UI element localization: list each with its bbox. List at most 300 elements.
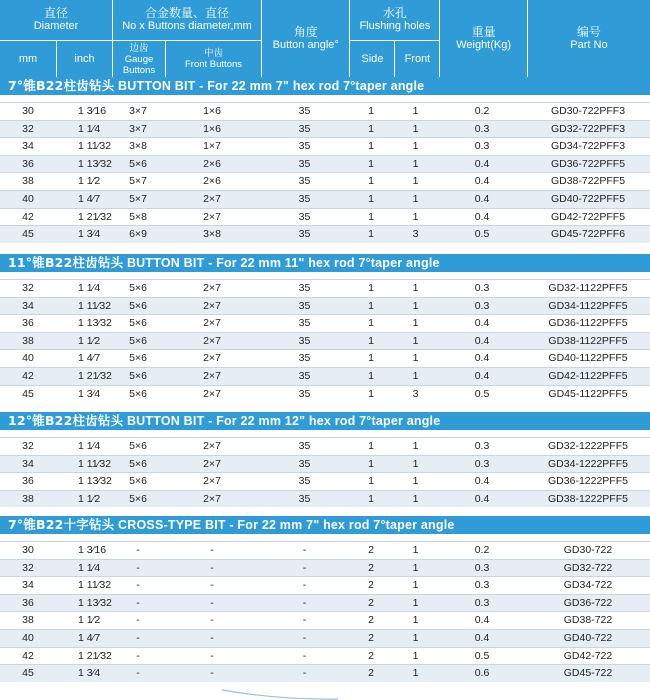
front-header: Front bbox=[394, 40, 439, 77]
cell-mm: 40 bbox=[22, 352, 34, 365]
diameter-header bbox=[0, 0, 112, 40]
cell-side-holes: 2 bbox=[368, 596, 374, 609]
cell-mm: 38 bbox=[22, 492, 34, 505]
cell-gauge-buttons: 5×6 bbox=[129, 157, 147, 170]
table-row bbox=[0, 385, 650, 403]
cell-angle: 35 bbox=[298, 105, 311, 117]
cell-gauge-buttons: - bbox=[136, 632, 140, 644]
cell-angle: 35 bbox=[298, 157, 311, 170]
cell-part-no: GD36-1222PFF5 bbox=[548, 475, 628, 488]
cell-mm: 36 bbox=[22, 317, 34, 330]
cell-gauge-buttons: 3×7 bbox=[129, 105, 147, 117]
section-title-zh: 7°锥B22柱齿钻头 bbox=[8, 78, 115, 93]
cell-gauge-buttons: 5×6 bbox=[129, 282, 147, 294]
section-spacer bbox=[0, 430, 650, 436]
cell-front-buttons: 3×8 bbox=[203, 228, 221, 241]
cell-inch: 1 1⁄4 bbox=[78, 440, 101, 452]
cell-inch: 1 11⁄32 bbox=[78, 457, 112, 470]
cell-weight: 0.4 bbox=[474, 492, 490, 505]
cell-gauge-buttons: 6×9 bbox=[129, 228, 147, 241]
cell-gauge-buttons: 3×7 bbox=[129, 122, 147, 135]
cell-weight: 0.3 bbox=[474, 282, 490, 294]
cell-angle: - bbox=[302, 667, 307, 680]
cell-side-holes: 1 bbox=[368, 282, 374, 294]
cell-side-holes: 1 bbox=[368, 475, 374, 488]
cell-angle: - bbox=[302, 544, 307, 556]
cell-front-holes: 1 bbox=[412, 632, 419, 644]
section-title bbox=[0, 516, 650, 534]
cell-front-buttons: 2×7 bbox=[203, 370, 221, 382]
cell-weight: 0.4 bbox=[474, 632, 490, 644]
cell-front-buttons: 2×7 bbox=[203, 299, 221, 312]
cell-mm: 34 bbox=[22, 579, 34, 592]
cell-angle: 35 bbox=[298, 370, 311, 382]
table-row bbox=[0, 541, 650, 559]
part-en: Part No bbox=[570, 38, 608, 51]
buttons-header bbox=[113, 0, 261, 40]
cell-weight: 0.3 bbox=[474, 579, 490, 592]
cell-angle: 35 bbox=[298, 228, 311, 241]
cell-inch: 1 13⁄32 bbox=[78, 157, 112, 170]
cell-part-no: GD38-1222PFF5 bbox=[548, 492, 628, 505]
part-zh: 编号 bbox=[576, 24, 601, 39]
side-header: Side bbox=[350, 40, 394, 77]
weight-header bbox=[439, 0, 526, 77]
cell-inch: 1 21⁄32 bbox=[78, 370, 112, 382]
cell-front-holes: 1 bbox=[412, 282, 419, 294]
cell-weight: 0.3 bbox=[474, 561, 490, 574]
cell-front-holes: 1 bbox=[412, 317, 419, 330]
cell-front-holes: 1 bbox=[412, 210, 419, 223]
cell-gauge-buttons: 5×6 bbox=[129, 440, 147, 452]
diameter-zh: 直径 bbox=[43, 6, 68, 20]
cell-weight: 0.3 bbox=[474, 440, 490, 452]
table-row bbox=[0, 437, 650, 455]
cell-gauge-buttons: - bbox=[136, 596, 140, 609]
cell-front-buttons: 2×7 bbox=[203, 387, 221, 400]
cell-gauge-buttons: 5×6 bbox=[129, 317, 147, 330]
cell-front-holes: 1 bbox=[412, 544, 419, 556]
table-row bbox=[0, 314, 650, 332]
cell-weight: 0.6 bbox=[474, 667, 490, 680]
cell-inch: 1 1⁄4 bbox=[78, 561, 101, 574]
cell-side-holes: 2 bbox=[368, 561, 374, 574]
cell-part-no: GD32-1222PFF5 bbox=[548, 440, 628, 452]
weight-en: Weight(Kg) bbox=[456, 38, 512, 51]
cell-part-no: GD40-1122PFF5 bbox=[548, 352, 628, 365]
table-row bbox=[0, 559, 650, 577]
cell-angle: 35 bbox=[298, 210, 311, 223]
cell-front-holes: 1 bbox=[412, 457, 419, 470]
cell-front-buttons: 2×7 bbox=[203, 492, 221, 505]
table-row bbox=[0, 576, 650, 594]
gauge-buttons-header bbox=[113, 40, 165, 77]
cell-weight: 0.5 bbox=[474, 649, 490, 662]
table-row bbox=[0, 332, 650, 350]
cell-mm: 34 bbox=[22, 299, 34, 312]
cell-part-no: GD34-1222PFF5 bbox=[548, 457, 628, 470]
cell-gauge-buttons: - bbox=[136, 649, 140, 662]
table-row bbox=[0, 664, 650, 682]
weight-zh: 重量 bbox=[471, 24, 496, 39]
cell-front-buttons: 2×7 bbox=[203, 282, 221, 294]
cell-mm: 38 bbox=[22, 614, 34, 627]
cell-gauge-buttons: 5×6 bbox=[129, 334, 147, 347]
cell-gauge-buttons: 5×7 bbox=[129, 193, 147, 205]
cell-front-holes: 1 bbox=[412, 299, 419, 312]
cell-front-buttons: 2×7 bbox=[203, 193, 221, 205]
cell-gauge-buttons: - bbox=[136, 579, 140, 592]
cell-angle: 35 bbox=[298, 140, 311, 153]
cell-part-no: GD34-722 bbox=[563, 579, 613, 592]
cell-part-no: GD40-722 bbox=[563, 632, 613, 644]
cell-weight: 0.3 bbox=[474, 140, 490, 153]
cell-front-buttons: - bbox=[210, 596, 214, 609]
cell-side-holes: 1 bbox=[368, 175, 374, 188]
cell-front-holes: 1 bbox=[412, 649, 419, 662]
cell-front-holes: 1 bbox=[412, 193, 419, 205]
decorative-swoosh bbox=[220, 688, 340, 700]
angle-header bbox=[261, 0, 349, 77]
cell-side-holes: 1 bbox=[368, 387, 374, 400]
section-title bbox=[0, 254, 650, 272]
cell-part-no: GD42-722PFF5 bbox=[550, 210, 626, 223]
cell-side-holes: 1 bbox=[368, 210, 374, 223]
cell-weight: 0.3 bbox=[474, 596, 490, 609]
flush-zh: 水孔 bbox=[382, 6, 407, 20]
section-title-en: CROSS-TYPE BIT - For 22 mm 7" hex rod 7°taper angle bbox=[114, 518, 455, 532]
cell-weight: 0.3 bbox=[474, 299, 490, 312]
angle-en: Button angle° bbox=[272, 38, 339, 51]
gauge-en: Gauge Buttons bbox=[122, 53, 156, 76]
section-title bbox=[0, 77, 650, 95]
section-title-en: BUTTON BIT - For 22 mm 12" hex rod 7°taper angle bbox=[123, 414, 441, 428]
cell-weight: 0.4 bbox=[474, 175, 490, 188]
angle-zh: 角度 bbox=[293, 24, 318, 39]
cell-front-holes: 1 bbox=[412, 667, 419, 680]
cell-front-buttons: 2×6 bbox=[203, 157, 221, 170]
cell-mm: 32 bbox=[22, 440, 34, 452]
cell-weight: 0.4 bbox=[474, 317, 490, 330]
table-row bbox=[0, 190, 650, 208]
section-spacer bbox=[0, 272, 650, 278]
cell-inch: 1 3⁄16 bbox=[78, 544, 107, 556]
cell-angle: - bbox=[302, 614, 307, 627]
cell-gauge-buttons: 5×6 bbox=[129, 457, 147, 470]
cell-front-holes: 1 bbox=[412, 440, 419, 452]
cell-mm: 45 bbox=[22, 667, 34, 680]
cell-gauge-buttons: 5×6 bbox=[129, 299, 147, 312]
cell-part-no: GD34-1122PFF5 bbox=[548, 299, 628, 312]
cell-gauge-buttons: 5×7 bbox=[129, 175, 147, 188]
cell-side-holes: 1 bbox=[368, 193, 374, 205]
table-row bbox=[0, 120, 650, 138]
cell-inch: 1 1⁄2 bbox=[78, 492, 101, 505]
cell-mm: 32 bbox=[22, 561, 34, 574]
cell-part-no: GD40-722PFF5 bbox=[550, 193, 626, 205]
cell-mm: 42 bbox=[22, 649, 34, 662]
cell-side-holes: 2 bbox=[368, 649, 374, 662]
cell-side-holes: 1 bbox=[368, 299, 374, 312]
cell-side-holes: 2 bbox=[368, 579, 374, 592]
cell-side-holes: 1 bbox=[368, 352, 374, 365]
cell-weight: 0.4 bbox=[474, 370, 490, 382]
cell-angle: 35 bbox=[298, 175, 311, 188]
cell-side-holes: 1 bbox=[368, 228, 374, 241]
cell-mm: 40 bbox=[22, 193, 34, 205]
buttons-zh: 合金数量、直径 bbox=[144, 6, 229, 20]
cell-part-no: GD38-1122PFF5 bbox=[548, 334, 628, 347]
cell-angle: 35 bbox=[298, 475, 311, 488]
cell-side-holes: 2 bbox=[368, 614, 374, 627]
cell-inch: 1 3⁄4 bbox=[78, 228, 101, 241]
cell-mm: 32 bbox=[22, 282, 34, 294]
cell-part-no: GD38-722PFF5 bbox=[550, 175, 626, 188]
table-row bbox=[0, 297, 650, 315]
cell-side-holes: 2 bbox=[368, 667, 374, 680]
cell-front-buttons: - bbox=[210, 667, 214, 680]
table-row bbox=[0, 225, 650, 243]
cell-inch: 1 4⁄7 bbox=[78, 193, 101, 205]
cell-inch: 1 3⁄16 bbox=[78, 105, 107, 117]
cell-side-holes: 1 bbox=[368, 140, 374, 153]
cell-front-buttons: 2×7 bbox=[203, 334, 221, 347]
cell-mm: 42 bbox=[22, 210, 34, 223]
section-title-zh: 7°锥B22十字钻头 bbox=[8, 517, 115, 532]
table-row bbox=[0, 155, 650, 173]
cell-angle: 35 bbox=[298, 282, 311, 294]
cell-weight: 0.2 bbox=[474, 544, 490, 556]
cell-mm: 45 bbox=[22, 387, 34, 400]
cell-angle: - bbox=[302, 596, 307, 609]
table-row bbox=[0, 172, 650, 190]
cell-inch: 1 21⁄32 bbox=[78, 210, 112, 223]
cell-angle: 35 bbox=[298, 492, 311, 505]
cell-inch: 1 13⁄32 bbox=[78, 596, 112, 609]
cell-part-no: GD36-722 bbox=[563, 596, 613, 609]
cell-side-holes: 1 bbox=[368, 457, 374, 470]
cell-front-buttons: 2×7 bbox=[203, 457, 221, 470]
cell-side-holes: 1 bbox=[368, 317, 374, 330]
cell-front-holes: 1 bbox=[412, 175, 419, 188]
front-buttons-header bbox=[165, 40, 261, 77]
cell-inch: 1 3⁄4 bbox=[78, 667, 101, 680]
section-title-en: BUTTON BIT - For 22 mm 11" hex rod 7°taper angle bbox=[123, 256, 440, 270]
cell-gauge-buttons: 5×6 bbox=[129, 370, 147, 382]
inch-header: inch bbox=[56, 40, 112, 77]
cell-part-no: GD30-722PFF3 bbox=[550, 105, 626, 117]
cell-part-no: GD32-722 bbox=[563, 561, 613, 574]
cell-angle: 35 bbox=[298, 299, 311, 312]
cell-gauge-buttons: 3×8 bbox=[129, 140, 147, 153]
cell-front-holes: 1 bbox=[412, 596, 419, 609]
cell-front-holes: 1 bbox=[412, 122, 419, 135]
table-row bbox=[0, 611, 650, 629]
cell-side-holes: 2 bbox=[368, 544, 374, 556]
cell-front-holes: 1 bbox=[412, 140, 419, 153]
table-row bbox=[0, 472, 650, 490]
cell-gauge-buttons: 5×6 bbox=[129, 352, 147, 365]
cell-front-holes: 1 bbox=[412, 579, 419, 592]
cell-mm: 38 bbox=[22, 334, 34, 347]
cell-mm: 42 bbox=[22, 370, 34, 382]
cell-weight: 0.4 bbox=[474, 157, 490, 170]
cell-front-buttons: 1×7 bbox=[203, 140, 221, 153]
cell-inch: 1 3⁄4 bbox=[78, 387, 101, 400]
cell-gauge-buttons: - bbox=[136, 614, 140, 627]
cell-inch: 1 4⁄7 bbox=[78, 632, 101, 644]
cell-weight: 0.4 bbox=[474, 193, 490, 205]
cell-front-holes: 1 bbox=[412, 475, 419, 488]
cell-mm: 40 bbox=[22, 632, 34, 644]
cell-weight: 0.5 bbox=[474, 387, 490, 400]
cell-gauge-buttons: - bbox=[136, 667, 140, 680]
cell-mm: 36 bbox=[22, 475, 34, 488]
cell-inch: 1 11⁄32 bbox=[78, 140, 112, 153]
section-spacer bbox=[0, 95, 650, 101]
table-row bbox=[0, 137, 650, 155]
cell-front-holes: 1 bbox=[412, 157, 419, 170]
gauge-zh: 边齿 bbox=[129, 42, 149, 54]
cell-front-buttons: - bbox=[210, 579, 214, 592]
section-title-zh: 12°锥B22柱齿钻头 bbox=[8, 413, 124, 428]
cell-side-holes: 1 bbox=[368, 440, 374, 452]
diameter-en: Diameter bbox=[33, 20, 79, 32]
cell-front-holes: 3 bbox=[412, 228, 419, 241]
flushing-header bbox=[350, 0, 439, 40]
table-row bbox=[0, 349, 650, 367]
cell-side-holes: 1 bbox=[368, 334, 374, 347]
cell-front-buttons: 2×7 bbox=[203, 352, 221, 365]
cell-front-buttons: - bbox=[210, 614, 214, 627]
cell-side-holes: 1 bbox=[368, 105, 374, 117]
front-en: Front Buttons bbox=[184, 59, 243, 70]
cell-angle: - bbox=[302, 579, 307, 592]
cell-gauge-buttons: 5×6 bbox=[129, 387, 147, 400]
cell-front-holes: 1 bbox=[412, 370, 419, 382]
cell-inch: 1 1⁄2 bbox=[78, 614, 101, 627]
cell-angle: 35 bbox=[298, 317, 311, 330]
cell-mm: 32 bbox=[22, 122, 34, 135]
cell-mm: 36 bbox=[22, 157, 34, 170]
cell-part-no: GD38-722 bbox=[563, 614, 613, 627]
cell-angle: - bbox=[302, 649, 307, 662]
cell-front-buttons: 2×7 bbox=[203, 440, 221, 452]
section-title-en: BUTTON BIT - For 22 mm 7" hex rod 7°taper angle bbox=[114, 79, 425, 93]
table-row bbox=[0, 208, 650, 226]
cell-part-no: GD36-722PFF5 bbox=[550, 157, 626, 170]
cell-front-holes: 1 bbox=[412, 105, 419, 117]
cell-inch: 1 1⁄2 bbox=[78, 334, 101, 347]
cell-front-buttons: - bbox=[210, 649, 214, 662]
cell-mm: 36 bbox=[22, 596, 34, 609]
cell-mm: 45 bbox=[22, 228, 34, 241]
cell-weight: 0.4 bbox=[474, 210, 490, 223]
cell-part-no: GD45-722 bbox=[563, 667, 613, 680]
cell-front-buttons: - bbox=[210, 544, 214, 556]
cell-part-no: GD42-1122PFF5 bbox=[548, 370, 628, 382]
cell-front-buttons: 2×7 bbox=[203, 475, 221, 488]
cell-side-holes: 1 bbox=[368, 122, 374, 135]
cell-front-holes: 1 bbox=[412, 492, 419, 505]
cell-angle: 35 bbox=[298, 387, 311, 400]
cell-angle: - bbox=[302, 561, 307, 574]
cell-gauge-buttons: 5×8 bbox=[129, 210, 147, 223]
cell-weight: 0.2 bbox=[474, 105, 490, 117]
cell-front-buttons: - bbox=[210, 561, 214, 574]
cell-part-no: GD36-1122PFF5 bbox=[548, 317, 628, 330]
cell-weight: 0.4 bbox=[474, 334, 490, 347]
table-row bbox=[0, 490, 650, 508]
cell-angle: 35 bbox=[298, 122, 311, 135]
cell-mm: 34 bbox=[22, 140, 34, 153]
cell-angle: 35 bbox=[298, 193, 311, 205]
cell-inch: 1 1⁄2 bbox=[78, 175, 101, 188]
section-title bbox=[0, 412, 650, 430]
cell-gauge-buttons: 5×6 bbox=[129, 475, 147, 488]
cell-front-holes: 1 bbox=[412, 334, 419, 347]
cell-side-holes: 2 bbox=[368, 632, 374, 644]
cell-part-no: GD34-722PFF3 bbox=[550, 140, 626, 153]
cell-mm: 30 bbox=[22, 544, 34, 556]
table-row bbox=[0, 629, 650, 647]
cell-front-buttons: 2×7 bbox=[203, 210, 221, 223]
table-row bbox=[0, 594, 650, 612]
cell-part-no: GD45-1122PFF5 bbox=[548, 387, 628, 400]
cell-side-holes: 1 bbox=[368, 370, 374, 382]
part-no-header bbox=[527, 0, 650, 77]
cell-angle: 35 bbox=[298, 352, 311, 365]
table-row bbox=[0, 102, 650, 120]
cell-inch: 1 11⁄32 bbox=[78, 579, 112, 592]
cell-gauge-buttons: - bbox=[136, 544, 140, 556]
cell-angle: 35 bbox=[298, 457, 311, 470]
cell-front-holes: 1 bbox=[412, 614, 419, 627]
cell-part-no: GD32-1122PFF5 bbox=[548, 282, 628, 294]
cell-front-buttons: 2×7 bbox=[203, 317, 221, 330]
cell-part-no: GD45-722PFF6 bbox=[550, 228, 626, 241]
cell-front-buttons: 1×6 bbox=[203, 105, 221, 117]
cell-weight: 0.3 bbox=[474, 457, 490, 470]
cell-inch: 1 13⁄32 bbox=[78, 475, 112, 488]
cell-inch: 1 1⁄4 bbox=[78, 122, 101, 135]
table-row bbox=[0, 367, 650, 385]
cell-part-no: GD32-722PFF3 bbox=[550, 122, 626, 135]
cell-weight: 0.3 bbox=[474, 122, 490, 135]
table-row bbox=[0, 647, 650, 665]
cell-mm: 34 bbox=[22, 457, 34, 470]
cell-weight: 0.4 bbox=[474, 352, 490, 365]
mm-header: mm bbox=[0, 40, 56, 77]
flush-en: Flushing holes bbox=[359, 20, 431, 32]
cell-angle: 35 bbox=[298, 440, 311, 452]
cell-side-holes: 1 bbox=[368, 492, 374, 505]
cell-front-buttons: - bbox=[210, 632, 214, 644]
cell-inch: 1 11⁄32 bbox=[78, 299, 112, 312]
cell-part-no: GD42-722 bbox=[563, 649, 613, 662]
buttons-en: No x Buttons diameter,mm bbox=[122, 20, 252, 32]
cell-front-buttons: 1×6 bbox=[203, 122, 221, 135]
table-row bbox=[0, 279, 650, 297]
cell-weight: 0.4 bbox=[474, 475, 490, 488]
cell-side-holes: 1 bbox=[368, 157, 374, 170]
cell-weight: 0.5 bbox=[474, 228, 490, 241]
cell-part-no: GD30-722 bbox=[563, 544, 613, 556]
cell-weight: 0.4 bbox=[474, 614, 490, 627]
cell-gauge-buttons: 5×6 bbox=[129, 492, 147, 505]
cell-gauge-buttons: - bbox=[136, 561, 140, 574]
cell-mm: 30 bbox=[22, 105, 34, 117]
